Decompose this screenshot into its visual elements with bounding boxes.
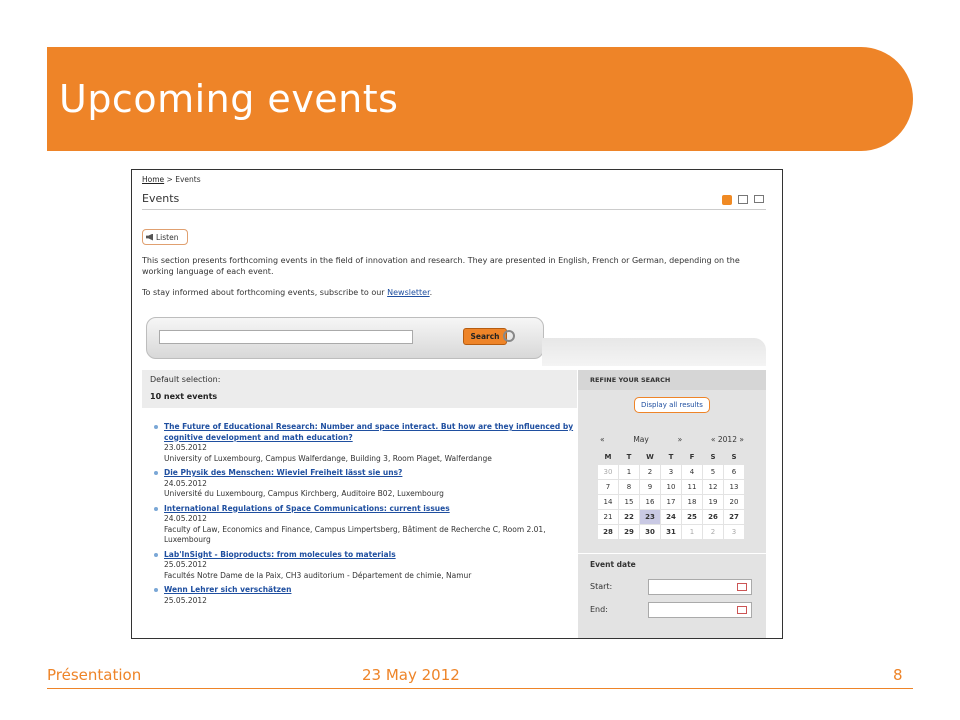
calendar-day[interactable]: 14 [598,495,618,509]
end-date-field[interactable] [648,602,752,618]
page-title: Events [142,192,180,205]
calendar-day[interactable]: 10 [661,480,681,494]
start-label: Start: [590,582,613,591]
newsletter-text [142,288,432,297]
calendar-day[interactable]: 15 [619,495,639,509]
calendar-day[interactable]: 26 [703,510,723,524]
next-year-button[interactable]: » [739,434,744,444]
calendar-day[interactable]: 3 [661,465,681,479]
weekday-header: T [661,450,681,464]
event-date: 24.05.2012 [164,478,207,488]
title-divider [142,209,766,210]
calendar-day[interactable]: 31 [661,525,681,539]
calendar-day[interactable]: 4 [682,465,702,479]
listen-button[interactable] [142,229,188,245]
calendar-day[interactable]: 2 [703,525,723,539]
event-date: 25.05.2012 [164,560,207,569]
results-panel [142,370,577,638]
calendar-day[interactable]: 19 [703,495,723,509]
calendar-day[interactable]: 17 [661,495,681,509]
event-place: Faculty of Law, Economics and Finance, Campus Limpertsberg, Bâtiment de Recherche C, Room 2.01, Luxembourg [164,524,546,544]
panel-top-decoration [542,338,766,366]
year-label: 2012 [717,434,737,444]
newsletter-prompt: To stay informed about forthcoming events, subscribe to our [142,288,385,297]
calendar-day[interactable]: 9 [640,480,660,494]
calendar-day[interactable]: 12 [703,480,723,494]
weekday-header: T [619,450,639,464]
event-title-link[interactable]: Wenn Lehrer sich verschätzen [164,585,292,594]
calendar-day[interactable]: 30 [598,465,618,479]
weekday-header: M [598,450,618,464]
breadcrumb-current: Events [175,175,201,184]
bullet-icon [154,471,158,475]
calendar-nav [598,432,746,446]
refine-title: REFINE YOUR SEARCH [578,370,766,390]
event-title-link[interactable]: Lab'InSight - Bioproducts: from molecules to materials [164,549,396,559]
event-title-link[interactable]: Die Physik des Menschen: Wieviel Freiheit lässt sie uns? [164,468,403,477]
calendar-day[interactable]: 25 [682,510,702,524]
event-place: University of Luxembourg, Campus Walferdange, Building 3, Room Piaget, Walferdange [164,453,492,463]
page-tools [722,195,764,205]
calendar-day[interactable]: 18 [682,495,702,509]
calendar-icon[interactable] [737,606,747,614]
footer-divider [47,688,913,689]
calendar-day[interactable]: 11 [682,480,702,494]
weekday-header: S [703,450,723,464]
display-all-button[interactable]: Display all results [634,397,710,413]
calendar-day[interactable]: 29 [619,525,639,539]
calendar-day[interactable]: 1 [619,465,639,479]
next-month-button[interactable]: » [677,434,683,444]
results-header [142,370,577,408]
list-item [154,550,574,582]
calendar [598,432,746,539]
breadcrumb [142,175,201,184]
calendar-day[interactable]: 2 [640,465,660,479]
calendar-day[interactable]: 24 [661,510,681,524]
list-item [154,504,574,546]
search-bar [146,317,544,359]
calendar-day[interactable]: 27 [724,510,744,524]
refine-sidebar [578,370,766,638]
page-number: 8 [893,666,903,684]
month-label: May [633,434,649,444]
list-item [154,585,574,606]
website-screenshot [131,169,783,639]
calendar-day[interactable]: 30 [640,525,660,539]
event-list [154,422,574,610]
calendar-day[interactable]: 22 [619,510,639,524]
footer-presentation-label: Présentation [47,666,142,684]
event-date: 25.05.2012 [164,595,207,605]
intro-text: This section presents forthcoming events in the field of innovation and research. They are presented in English, French or German, depending on the working language of each event. [142,256,740,276]
calendar-day[interactable]: 20 [724,495,744,509]
search-input[interactable] [159,330,413,344]
calendar-day[interactable]: 23 [640,510,660,524]
breadcrumb-separator: > [166,175,173,184]
results-count: 10 next events [150,392,218,401]
rss-icon[interactable] [722,195,732,205]
speaker-icon [146,234,153,241]
calendar-day[interactable]: 28 [598,525,618,539]
weekday-header: F [682,450,702,464]
weekday-header: S [724,450,744,464]
search-button[interactable]: Search [463,328,507,345]
title-banner [47,47,913,151]
event-title-link[interactable]: The Future of Educational Research: Number and space interact. But how are they influenced by cognitive development and math education? [164,422,574,442]
calendar-day[interactable]: 3 [724,525,744,539]
magnifier-icon [503,330,515,342]
event-date: 23.05.2012 [164,443,207,452]
event-title-link[interactable]: International Regulations of Space Communications: current issues [164,503,450,513]
default-selection-label: Default selection: [150,375,221,384]
print-icon[interactable] [738,195,748,204]
start-date-field[interactable] [648,579,752,595]
list-item [154,422,574,464]
prev-year-button[interactable]: « [710,434,716,444]
mail-icon[interactable] [754,195,764,203]
calendar-day[interactable]: 8 [619,480,639,494]
prev-month-button[interactable]: « [600,434,605,444]
calendar-day[interactable]: 13 [724,480,744,494]
event-date: 24.05.2012 [164,514,207,523]
calendar-day[interactable]: 21 [598,510,618,524]
event-date-heading: Event date [590,560,636,569]
newsletter-suffix: . [429,288,433,297]
footer-date: 23 May 2012 [362,666,460,684]
end-label: End: [590,605,608,614]
sidebar-divider [578,553,766,554]
weekday-header: W [640,450,660,464]
bullet-icon [154,425,158,429]
calendar-day[interactable]: 7 [598,480,618,494]
bullet-icon [154,507,158,511]
bullet-icon [154,588,158,592]
calendar-day[interactable]: 6 [724,465,744,479]
calendar-icon[interactable] [737,583,747,591]
slide-title: Upcoming events [59,77,399,121]
calendar-day[interactable]: 5 [703,465,723,479]
event-place: Facultés Notre Dame de la Paix, CH3 auditorium - Département de chimie, Namur [164,570,472,580]
newsletter-link[interactable]: Newsletter [387,288,430,297]
breadcrumb-home-link[interactable]: Home [142,175,165,184]
bullet-icon [154,553,158,557]
listen-label: Listen [156,232,179,242]
calendar-day[interactable]: 1 [682,525,702,539]
calendar-grid [598,450,746,539]
calendar-day[interactable]: 16 [640,495,660,509]
list-item [154,468,574,500]
event-place: Université du Luxembourg, Campus Kirchberg, Auditoire B02, Luxembourg [164,489,444,498]
